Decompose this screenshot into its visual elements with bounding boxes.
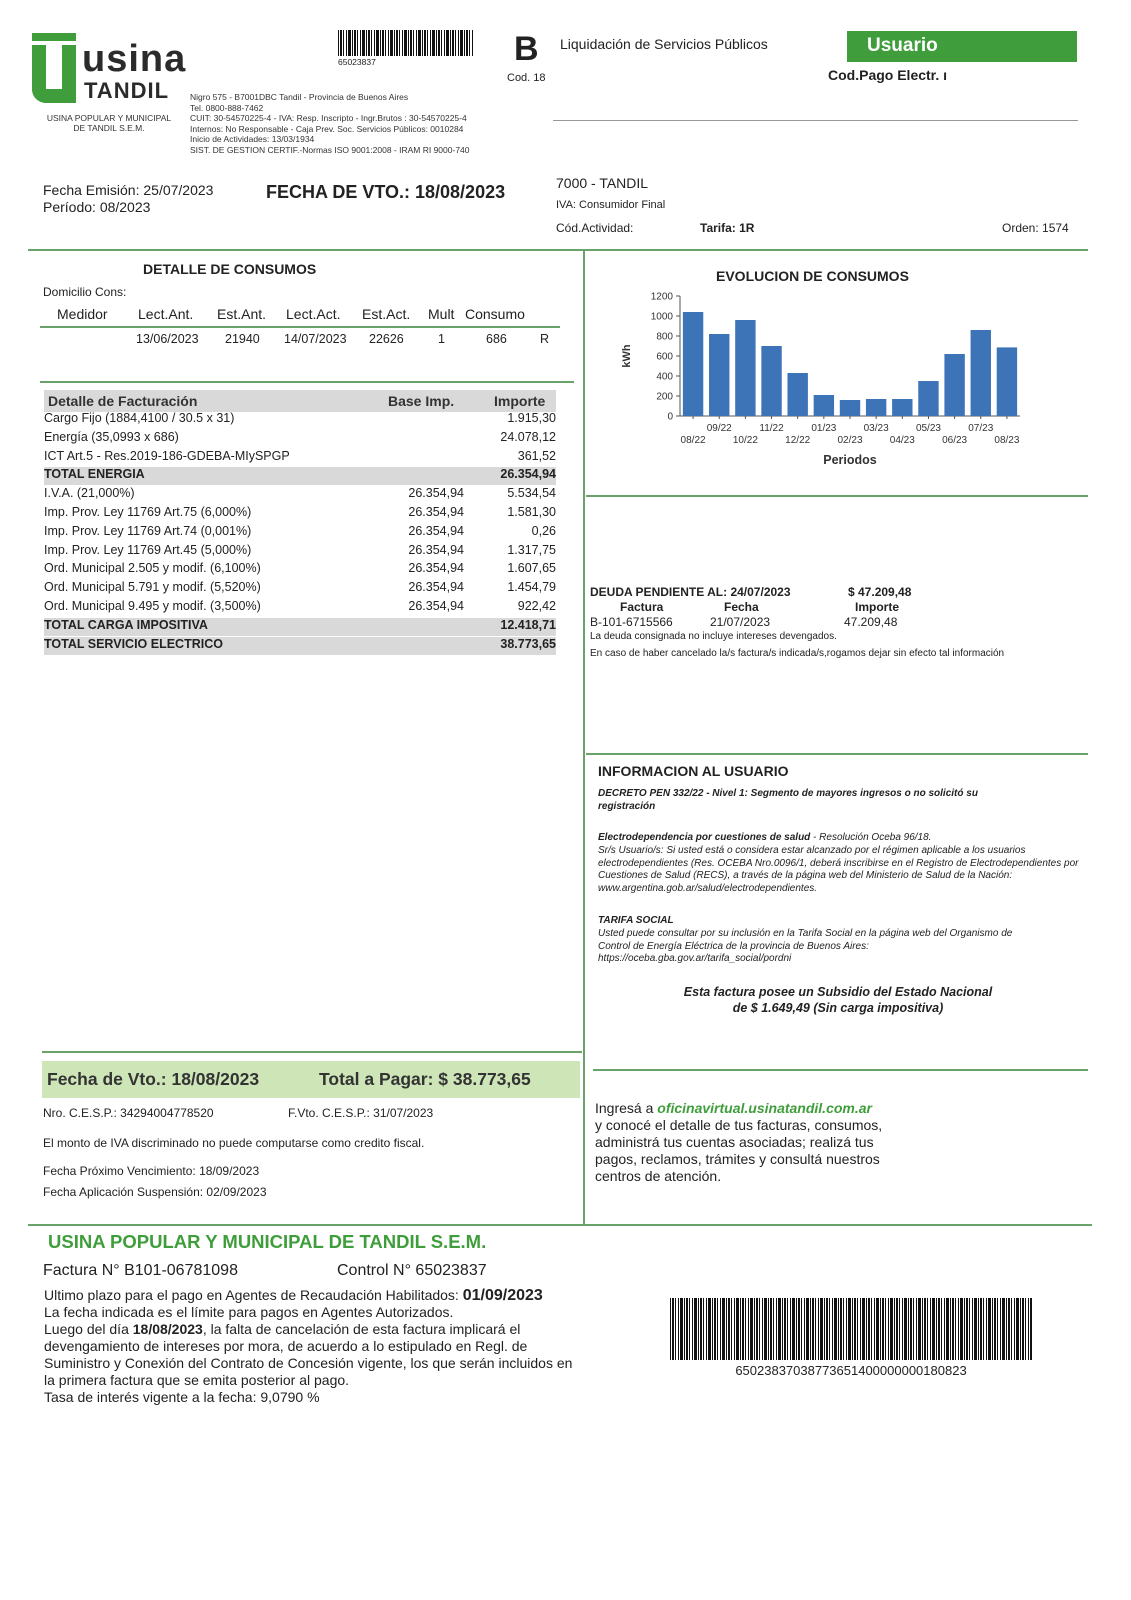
facturacion-row-label: Energía (35,0993 x 686) <box>44 429 179 444</box>
chart-y-tick-label: 800 <box>656 331 673 343</box>
chart-bar <box>892 399 912 416</box>
chart-bar <box>761 346 781 416</box>
facturacion-row-base: 26.354,94 <box>408 599 464 613</box>
chart-x-tick-label: 04/23 <box>889 435 915 446</box>
facturacion-row <box>44 543 556 561</box>
payment-barcode <box>670 1298 1032 1360</box>
facturacion-row-base: 26.354,94 <box>408 561 464 576</box>
facturacion-row-label: ICT Art.5 - Res.2019-186-GDEBA-MIySPGP <box>44 448 290 463</box>
facturacion-row-importe: 0,26 <box>531 523 556 538</box>
facturacion-row <box>44 505 556 523</box>
chart-x-label: Periodos <box>823 453 877 467</box>
web-promo: Ingresá a oficinavirtual.usinatandil.com.ar y conocé el detalle de tus facturas, consumos, administrá tus cuentas asociadas; realizá tus pagos, reclamos, trámites y consultá nuestros centros de atención. <box>595 1100 915 1185</box>
chart-x-tick-label: 09/22 <box>706 423 732 434</box>
city: 7000 - TANDIL <box>556 175 649 191</box>
user-label: Usuario <box>867 35 938 56</box>
company-address: Nigro 575 - B7001DBC Tandil - Provincia de Buenos Aires Tel. 0800-888-7462 CUIT: 30-54570225-4 - IVA: Resp. Inscripto - Ingr.Brutos : 30-54570225-4 Internos: No Responsable - Caja Prev. Soc. Servicios Públicos: 0010284 Inicio de Actividades: 13/03/1934 SIST. DE GESTION CERTIF.-Normas ISO 9001:2008 - IRAM RI 9000-740 <box>190 92 470 155</box>
orden: Orden: 1574 <box>1002 221 1069 235</box>
consumos-header: Medidor Lect.Ant. Est.Ant. Lect.Act. Est.Act. Mult Consumo <box>40 306 560 328</box>
cesp-vto: F.Vto. C.E.S.P.: 31/07/2023 <box>288 1106 434 1120</box>
consumos-title: DETALLE DE CONSUMOS <box>143 261 317 277</box>
chart-x-tick-label: 02/23 <box>837 435 863 446</box>
chart-x-tick-label: 06/23 <box>942 435 968 446</box>
top-barcode-number: 65023837 <box>338 57 376 67</box>
facturacion-row-importe: 361,52 <box>517 448 556 463</box>
web-body: y conocé el detalle de tus facturas, consumos, administrá tus cuentas asociadas; realizá tus pagos, reclamos, trámites y consultá nuestros centros de atención. <box>595 1117 883 1184</box>
iva-condition: IVA: Consumidor Final <box>556 199 666 211</box>
chart-bar <box>735 320 755 416</box>
chart-bar <box>814 395 834 416</box>
chart-y-tick-label: 400 <box>656 371 673 383</box>
company-sub1: USINA POPULAR Y MUNICIPAL <box>46 113 172 123</box>
deuda-factura: B-101-6715566 <box>590 615 673 629</box>
deuda-h-importe: Importe <box>855 600 900 614</box>
chart-bar <box>971 330 991 416</box>
subsidio-line1: Esta factura posee un Subsidio del Estado Nacional <box>683 985 993 999</box>
facturacion-row <box>44 524 556 542</box>
fecha-vto-header: FECHA DE VTO.: 18/08/2023 <box>266 182 506 202</box>
chart-x-tick-label: 08/23 <box>994 435 1020 446</box>
chart-x-tick-label: 10/22 <box>732 435 758 446</box>
company-sub2: DE TANDIL S.E.M. <box>73 123 145 133</box>
chart-bar <box>709 334 729 416</box>
facturacion-row-importe: 5.534,54 <box>507 486 556 501</box>
chart-x-tick-label: 07/23 <box>968 423 994 434</box>
facturacion-row-importe: 1.317,75 <box>507 542 556 557</box>
chart-x-tick-label: 08/22 <box>680 435 706 446</box>
stub-plazo-date: 01/09/2023 <box>462 1287 543 1304</box>
facturacion-row-label: Ord. Municipal 2.505 y modif. (6,100%) <box>44 561 261 576</box>
facturacion-row-label: Ord. Municipal 5.791 y modif. (5,520%) <box>44 580 261 595</box>
logo <box>32 33 212 105</box>
fecha-suspension: Fecha Aplicación Suspensión: 02/09/2023 <box>43 1185 267 1199</box>
facturacion-row-importe: 1.607,65 <box>507 561 556 576</box>
facturacion-row-base: 26.354,94 <box>408 505 464 519</box>
cod-pago: Cod.Pago Electr. ı <box>828 67 948 83</box>
facturacion-header: Detalle de Facturación Base Imp. Importe <box>44 390 556 412</box>
top-barcode <box>338 30 473 56</box>
deuda-note1: La deuda consignada no incluye intereses devengados. <box>590 631 837 642</box>
facturacion-row-importe: 24.078,12 <box>500 429 556 444</box>
iva-note: El monto de IVA discriminado no puede computarse como credito fiscal. <box>43 1136 425 1150</box>
doc-title: Liquidación de Servicios Públicos <box>560 36 768 52</box>
info-electro-body: Sr/s Usuario/s: Si usted está o considera estar alcanzado por el régimen aplicable a los usuarios electrodependientes (Res. OCEBA Nro.0096/1, deberá inscribirse en el Registro de Electrodependientes por Cuestiones de Salud (RECS), a través de la página web del Ministerio de Salud de la Nación: www.argentina.gob.ar/salud/electrodependientes. <box>598 845 1079 894</box>
facturacion-row-importe: 26.354,94 <box>500 467 556 482</box>
payment-bar <box>42 1061 580 1098</box>
facturacion-row-importe: 38.773,65 <box>500 636 556 651</box>
facturacion-row <box>44 580 556 598</box>
payment-barcode-number: 65023837038773651400000000180823 <box>735 1363 967 1378</box>
chart-bar <box>918 381 938 416</box>
facturacion-row-label: Imp. Prov. Ley 11769 Art.74 (0,001%) <box>44 523 252 538</box>
chart-y-tick-label: 0 <box>667 411 673 423</box>
logo-word: usina <box>82 38 187 80</box>
facturacion-row-base: 26.354,94 <box>408 486 464 501</box>
facturacion-row-label: TOTAL SERVICIO ELECTRICO <box>44 636 223 651</box>
facturacion-row <box>44 618 556 636</box>
info-social-title: TARIFA SOCIAL <box>598 915 674 926</box>
cod-actividad: Cód.Actividad: <box>556 221 634 235</box>
stub-control: Control N° 65023837 <box>337 1262 487 1279</box>
chart-y-tick-label: 1200 <box>650 291 673 303</box>
chart-bar <box>997 347 1017 416</box>
facturacion-row-importe: 1.581,30 <box>507 505 556 519</box>
chart-title: EVOLUCION DE CONSUMOS <box>716 268 909 284</box>
chart-bar <box>944 354 964 416</box>
payment-total: Total a Pagar: $ 38.773,65 <box>319 1069 531 1089</box>
logo-mark-icon <box>32 33 76 41</box>
chart-x-tick-label: 11/22 <box>759 423 784 434</box>
chart-y-tick-label: 1000 <box>650 311 673 323</box>
facturacion-row-label: Imp. Prov. Ley 11769 Art.45 (5,000%) <box>44 542 252 557</box>
chart-bar <box>866 399 886 416</box>
facturacion-row-label: Ord. Municipal 9.495 y modif. (3,500%) <box>44 599 261 613</box>
facturacion-row-base: 26.354,94 <box>408 523 464 538</box>
stub-company: USINA POPULAR Y MUNICIPAL DE TANDIL S.E.M. <box>48 1231 487 1252</box>
tarifa: Tarifa: 1R <box>700 221 755 235</box>
consumption-chart <box>610 290 1030 480</box>
deuda-h-factura: Factura <box>620 600 664 614</box>
chart-y-label: kWh <box>621 344 633 368</box>
info-decreto: DECRETO PEN 332/22 - Nivel 1: Segmento de mayores ingresos o no solicitó su registración <box>598 788 978 812</box>
facturacion-row-importe: 1.454,79 <box>507 580 556 595</box>
periodo: Período: 08/2023 <box>43 199 151 215</box>
chart-bar <box>840 400 860 416</box>
deuda-amount: $ 47.209,48 <box>848 585 912 599</box>
logo-city: TANDIL <box>84 78 170 103</box>
subsidio-line2: de $ 1.649,49 (Sin carga impositiva) <box>732 1001 944 1015</box>
cesp-number: Nro. C.E.S.P.: 34294004778520 <box>43 1106 214 1120</box>
facturacion-row-base: 26.354,94 <box>408 542 464 557</box>
deuda-title: DEUDA PENDIENTE AL: 24/07/2023 <box>590 585 791 599</box>
chart-x-tick-label: 12/22 <box>785 435 811 446</box>
facturacion-row <box>44 486 556 504</box>
facturacion-row-label: I.V.A. (21,000%) <box>44 486 135 501</box>
facturacion-row <box>44 467 556 485</box>
deuda-h-fecha: Fecha <box>724 600 759 614</box>
domicilio-label: Domicilio Cons: <box>43 285 127 299</box>
chart-x-tick-label: 03/23 <box>863 423 889 434</box>
facturacion-row-importe: 1.915,30 <box>507 411 556 425</box>
facturacion-row-base: 26.354,94 <box>408 580 464 595</box>
chart-y-tick-label: 600 <box>656 351 673 363</box>
facturacion-row-label: TOTAL CARGA IMPOSITIVA <box>44 617 208 632</box>
invoice-code: Cod. 18 <box>507 72 546 84</box>
facturacion-row <box>44 449 556 467</box>
deuda-fecha: 21/07/2023 <box>710 615 771 629</box>
chart-x-tick-label: 01/23 <box>811 423 837 434</box>
consumos-row: 13/06/2023 21940 14/07/2023 22626 1 686 R <box>136 332 550 346</box>
facturacion-row <box>44 561 556 579</box>
payment-vto: Fecha de Vto.: 18/08/2023 <box>47 1069 260 1089</box>
proximo-vto: Fecha Próximo Vencimiento: 18/09/2023 <box>43 1164 260 1178</box>
facturacion-row <box>44 411 556 429</box>
facturacion-row <box>44 637 556 655</box>
facturacion-row <box>44 599 556 617</box>
deuda-importe: 47.209,48 <box>844 615 898 629</box>
facturacion-row-importe: 922,42 <box>517 599 556 613</box>
chart-bar <box>787 373 807 416</box>
stub-legal: Ultimo plazo para el pago en Agentes de Recaudación Habilitados: 01/09/2023 La fecha indicada es el límite para pagos en Agentes Autorizados. Luego del día 18/08/2023, la falta de cancelación de esta factura implicará el devengamiento de intereses por mora, de acuerdo a lo estipulado en Regl. de Suministro y Conexión del Contrato de Concesión vigente, los que serán incluidos en la primera factura que se emita posterior al pago. Tasa de interés vigente a la fecha: 9,0790 % <box>44 1287 573 1405</box>
deuda-note2: En caso de haber cancelado la/s factura/s indicada/s,rogamos dejar sin efecto tal información <box>590 648 1005 659</box>
chart-x-tick-label: 05/23 <box>915 423 941 434</box>
facturacion-row-importe: 12.418,71 <box>500 617 556 632</box>
chart-bar <box>683 312 703 416</box>
user-banner <box>847 31 1077 62</box>
info-social-body: Usted puede consultar por su inclusión en la Tarifa Social en la página web del Organismo de Control de Energía Eléctrica de la provincia de Buenos Aires: https://oceba.gba.gov.ar/tarifa_social/pordni <box>598 928 1013 964</box>
header-divider <box>553 120 1078 121</box>
invoice-letter: B <box>514 30 539 68</box>
facturacion-row-label: Imp. Prov. Ley 11769 Art.75 (6,000%) <box>44 505 252 519</box>
facturacion-row-label: Cargo Fijo (1884,4100 / 30.5 x 31) <box>44 411 235 425</box>
stub-factura: Factura N° B101-06781098 <box>43 1262 238 1279</box>
fecha-emision: Fecha Emisión: 25/07/2023 <box>43 182 214 198</box>
facturacion-row <box>44 430 556 448</box>
info-title: INFORMACION AL USUARIO <box>598 763 789 779</box>
info-electro: Electrodependencia por cuestiones de salud - Resolución Oceba 96/18. <box>598 832 932 843</box>
web-link[interactable]: oficinavirtual.usinatandil.com.ar <box>657 1100 872 1116</box>
facturacion-row-label: TOTAL ENERGIA <box>44 467 145 482</box>
chart-y-tick-label: 200 <box>656 391 673 403</box>
